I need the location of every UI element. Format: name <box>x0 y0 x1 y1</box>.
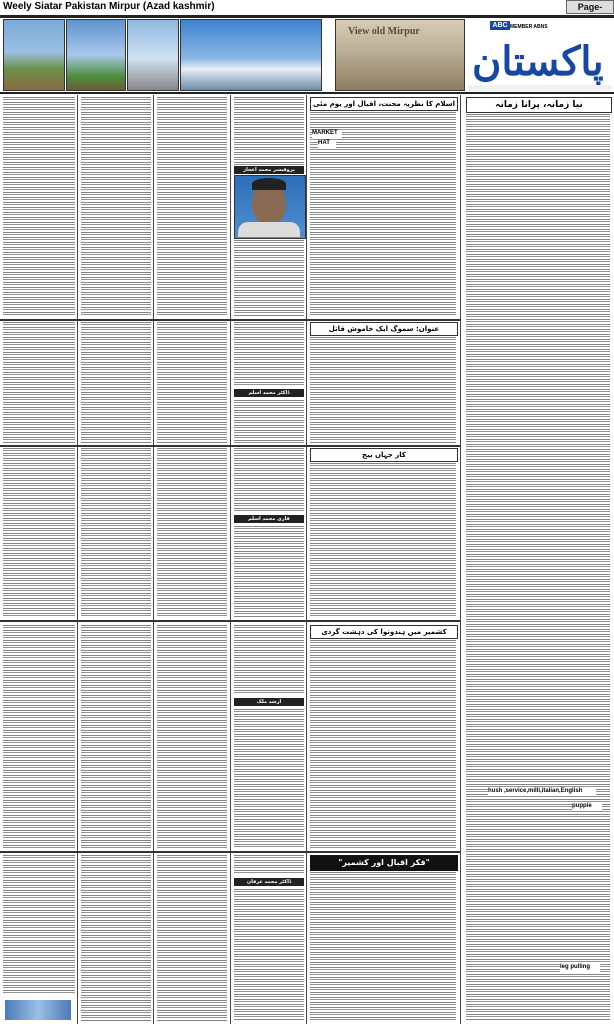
article-body-col3-s5 <box>234 855 304 875</box>
header-photo-minaret <box>127 19 179 91</box>
masthead-title: Weely Siatar Pakistan Mirpur (Azad kashmir) <box>3 1 215 12</box>
article-body-col6-s5 <box>3 855 75 995</box>
bottom-banner-image <box>5 1000 71 1020</box>
header-photo-monument <box>3 19 65 91</box>
article-body-fikr <box>310 872 456 1021</box>
section-rule <box>0 620 460 622</box>
article-body-col4-top <box>157 97 227 317</box>
article-body-col6-top <box>3 97 75 317</box>
article-body-col3-top <box>234 97 304 172</box>
article-body-col4-s5 <box>157 855 227 1021</box>
column-divider <box>77 95 78 1024</box>
article-title-islam: اسلام کا نظریہ محنت، اقبال اور یوم مئی <box>310 97 458 111</box>
newspaper-logo: پاکستان <box>472 38 604 85</box>
author-shirt <box>238 222 300 237</box>
article-body-col3-s2b <box>234 400 304 443</box>
inline-market: MARKET <box>312 130 342 138</box>
author-label-1: پروفیسر محمد اعجاز <box>234 166 304 174</box>
column-divider <box>306 95 307 1024</box>
date-strip <box>468 85 612 91</box>
article-body-col5-top <box>81 97 151 317</box>
article-body-col3-s5b <box>234 889 304 1021</box>
article-title-smog: عنوان: سموگ ایک خاموش قاتل <box>310 322 458 336</box>
top-rule <box>0 15 614 18</box>
author-hair <box>252 178 286 190</box>
article-body-smog <box>310 337 456 443</box>
article-body-col3-s4 <box>234 625 304 695</box>
article-body-col3-s3 <box>234 448 304 512</box>
article-body-col3-s2 <box>234 322 304 386</box>
inline-english: hush ,service,milli,italian,English <box>488 788 596 796</box>
author-label-5: ڈاکٹر محمد عرفان <box>234 878 304 886</box>
article-body-col5-s3 <box>81 448 151 618</box>
article-body-right <box>466 114 610 1021</box>
article-body-col3-mid <box>234 240 304 317</box>
article-body-col6-s3 <box>3 448 75 618</box>
column-divider <box>460 95 461 1024</box>
article-title-fikr: "فکر اقبال اور کشمیر" <box>310 855 458 871</box>
article-body-col5-s5 <box>81 855 151 1021</box>
section-rule <box>0 445 460 447</box>
abc-badge: ABC <box>490 21 510 30</box>
page-number-tag: Page- <box>566 0 614 14</box>
article-body-col5-s4 <box>81 625 151 848</box>
inline-hat: HAT <box>318 140 336 148</box>
inline-english-3: leg pulling <box>560 964 600 972</box>
article-body-col4-s4 <box>157 625 227 848</box>
article-body-kashmir <box>310 640 456 848</box>
article-body-col5-s2 <box>81 322 151 443</box>
article-body-col6-s2 <box>3 322 75 443</box>
article-body-col3-s4b <box>234 709 304 848</box>
article-body-col4-s2 <box>157 322 227 443</box>
column-divider <box>153 95 154 1024</box>
article-title-karjahan: کار جہاں بیج <box>310 448 458 462</box>
header-photo-mosque <box>180 19 322 91</box>
article-body-col3-s3b <box>234 526 304 618</box>
author-label-4: ارشد ملک <box>234 698 304 706</box>
inline-english-2: puppie <box>572 803 602 811</box>
article-title-right: نیا زمانہ، پرانا زمانہ <box>466 97 612 113</box>
article-body-karjahan <box>310 463 456 618</box>
photo-caption: View old Mirpur <box>348 26 420 37</box>
author-label-2: ڈاکٹر محمد اسلم <box>234 389 304 397</box>
article-body-col6-s4 <box>3 625 75 848</box>
article-body-col4-s3 <box>157 448 227 618</box>
section-rule <box>0 319 460 321</box>
member-label: MEMBER ABNS <box>510 24 548 30</box>
column-divider <box>230 95 231 1024</box>
article-title-kashmir: کشمیر میں ہندوتوا کی دہشت گردی <box>310 625 458 639</box>
section-rule <box>0 851 460 853</box>
author-label-3: قاری محمد اسلم <box>234 515 304 523</box>
header-rule <box>0 92 614 94</box>
header-photo-fountain <box>66 19 126 91</box>
